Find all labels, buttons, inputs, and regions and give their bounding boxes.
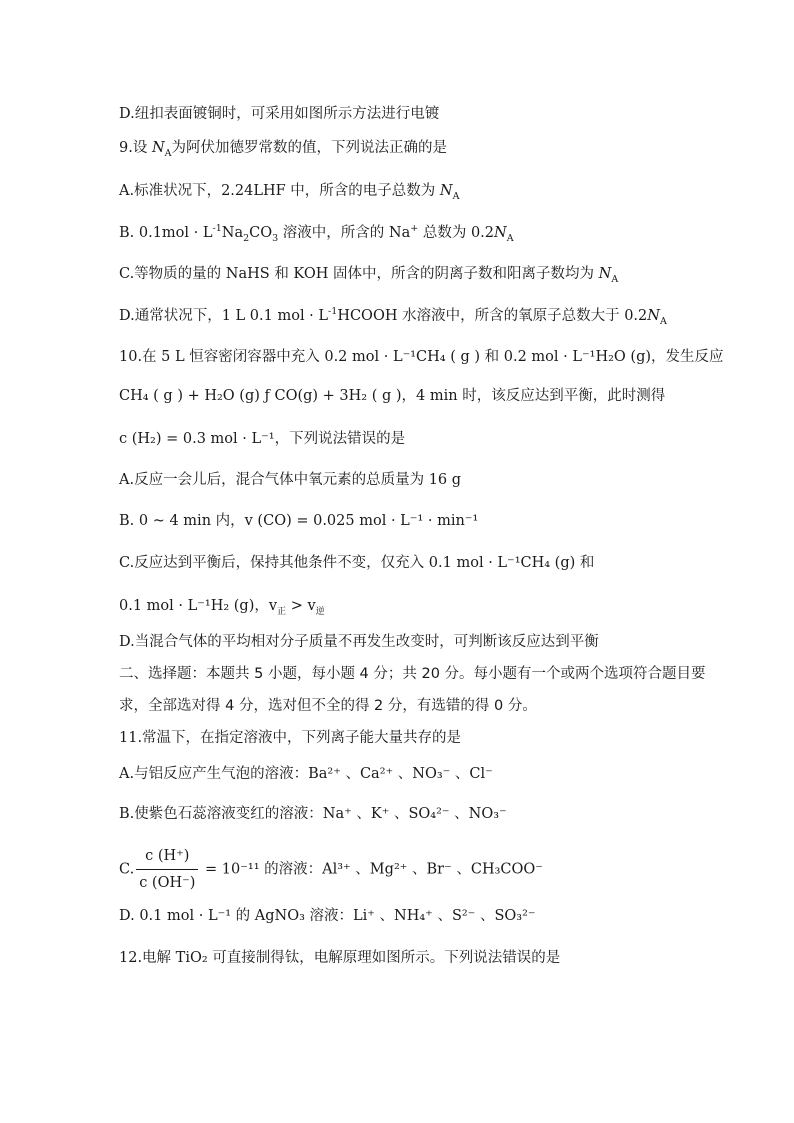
q10-option-c-line1: C.反应达到平衡后，保持其他条件不变，仅充入 0.1 mol · L⁻¹CH₄ (g) 和 (119, 555, 595, 571)
q12-stem: 12.电解 TiO₂ 可直接制得钛，电解原理如图所示。下列说法错误的是 (119, 950, 561, 966)
q10-option-a: A.反应一会儿后，混合气体中氧元素的总质量为 16 g (119, 472, 462, 488)
q10-option-c-line2: 0.1 mol · L⁻¹H₂ (g)，$v_正 > v_逆$ (119, 598, 325, 617)
q10-stem-line1: 10.在 5 L 恒容密闭容器中充入 0.2 mol · L⁻¹CH₄ ( g ) 和 0.2 mol · L⁻¹H₂O (g)，发生反应 (119, 349, 724, 365)
q11-stem: 11.常温下，在指定溶液中，下列离子能大量共存的是 (119, 730, 462, 746)
q10-stem-line2: CH₄ ( g ) + H₂O (g) ƒ CO(g) + 3H₂ ( g )，4 min 时，该反应达到平衡，此时测得 (119, 388, 666, 404)
section2-heading-line2: 求，全部选对得 4 分，选对但不全的得 2 分，有选错的得 0 分。 (119, 698, 537, 714)
q9-option-c: C.等物质的量的 NaHS 和 KOH 固体中，所含的阴离子数和阳离子数均为 $N_A$ (119, 266, 619, 285)
q10-option-b: B. 0 ~ 4 min 内，v (CO) = 0.025 mol · L⁻¹ · min⁻¹ (119, 513, 479, 529)
q11-option-b: B.使紫色石蕊溶液变红的溶液：Na⁺ 、K⁺ 、SO₄²⁻ 、NO₃⁻ (119, 806, 507, 822)
q9-stem: 9.设 $N_A$为阿伏加德罗常数的值，下列说法正确的是 (119, 140, 448, 159)
q10-option-d: D.当混合气体的平均相对分子质量不再发生改变时，可判断该反应达到平衡 (119, 634, 599, 650)
q11-option-a: A.与铝反应产生气泡的溶液：Ba²⁺ 、Ca²⁺ 、NO₃⁻ 、Cl⁻ (119, 766, 493, 782)
q10-stem-line3: c (H₂) = 0.3 mol · L⁻¹，下列说法错误的是 (119, 431, 406, 447)
q9-option-b: B. $0.1mol \cdot L^{-1}Na_2CO_3$ 溶液中，所含的 Na+ 总数为 $0.2N_A$ (119, 223, 514, 244)
q8-option-d: D.纽扣表面镀铜时，可采用如图所示方法进行电镀 (119, 106, 440, 122)
section2-heading-line1: 二、选择题：本题共 5 小题，每小题 4 分；共 20 分。每小题有一个或两个选项符合题目要 (119, 666, 706, 682)
fraction: $\frac{c (H^+)}{c (OH^-)}$ (136, 844, 198, 895)
q9-option-d: D.通常状况下，1 L 0.1 mol · $L^{-1}HCOOH$ 水溶液中，所含的氧原子总数大于 $0.2N_A$ (119, 306, 667, 327)
q11-option-c: C. $\frac{c (H^+)}{c (OH^-)}$ = 10⁻¹¹ 的溶液：Al³⁺ 、Mg²⁺ 、Br⁻ 、CH₃COO⁻ (119, 844, 543, 895)
q9-option-a: A.标准状况下，2.24LHF 中，所含的电子总数为 $N_A$ (119, 183, 460, 202)
q11-option-d: D. 0.1 mol · L⁻¹ 的 AgNO₃ 溶液：Li⁺ 、NH₄⁺ 、S²⁻ 、SO₃²⁻ (119, 908, 536, 924)
